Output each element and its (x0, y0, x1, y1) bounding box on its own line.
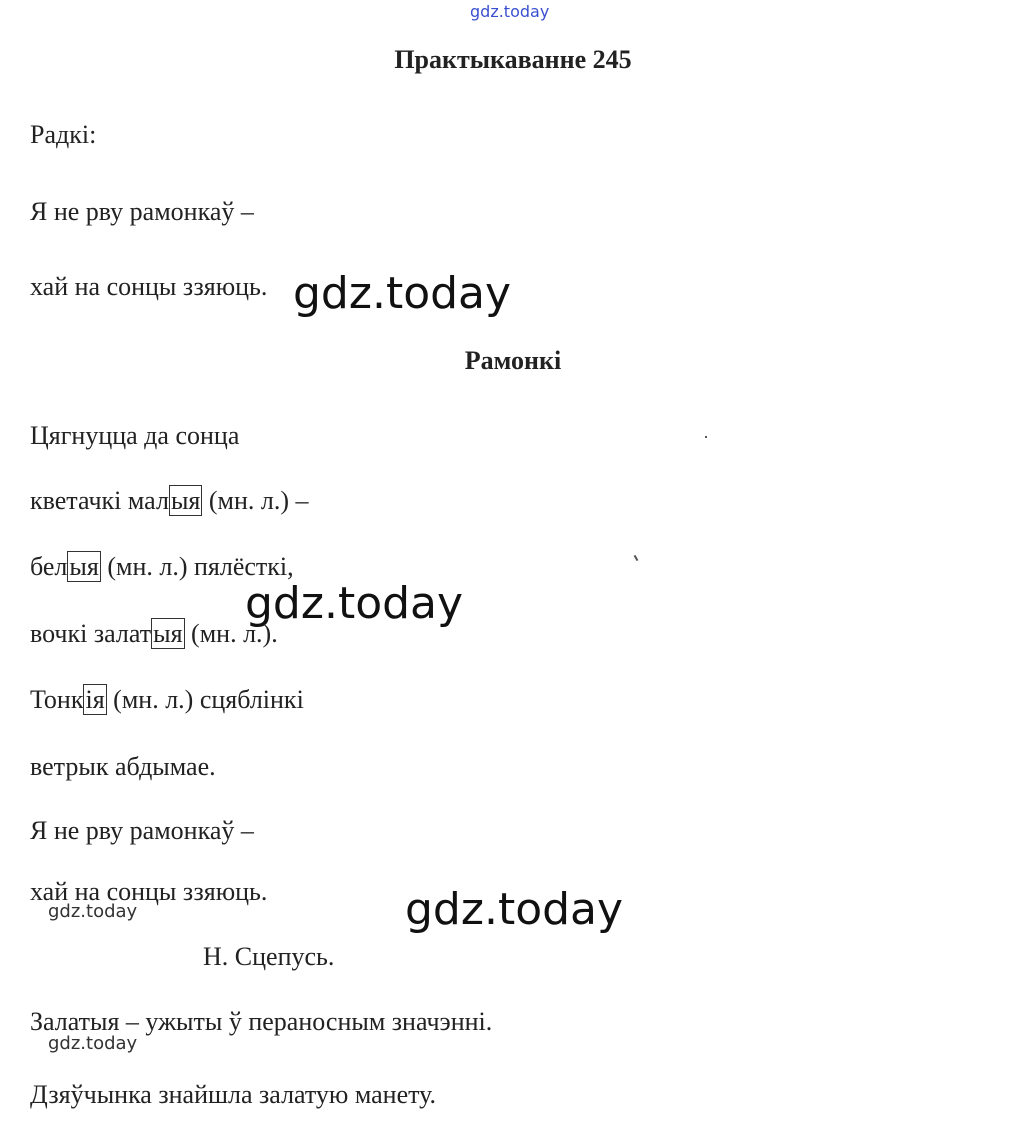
watermark-top: gdz.today (470, 2, 550, 21)
watermark-large-2: gdz.today (245, 578, 464, 629)
watermark-large-3: gdz.today (405, 884, 624, 935)
intro-label: Радкі: (30, 120, 97, 149)
exercise-heading: Практыкаванне 245 (394, 45, 632, 74)
note-line-1: Залатыя – ужыты ў пераносным значэнні. (30, 1007, 493, 1036)
poem-line-3-end: (мн. л.) пялёсткі, (100, 552, 294, 581)
poem-line-5-end: (мн. л.) сцяблінкі (106, 685, 304, 714)
intro-line-1: Я не рву рамонкаў – (30, 197, 254, 226)
note-line-2: Дзяўчынка знайшла залатую манету. (30, 1080, 437, 1109)
poem-line-1: Цягнуцца да сонца (30, 421, 240, 450)
poem-title: Рамонкі (464, 346, 562, 375)
ending-box: ыя (153, 619, 183, 648)
ending-box: ія (85, 685, 105, 714)
poem-line-3-start: бел (30, 552, 68, 581)
poem-line-5 (30, 685, 304, 715)
poem-line-2-start: кветачкі мал (30, 486, 169, 515)
poem-line-4-end: (мн. л.). (184, 619, 278, 648)
watermark-large-1: gdz.today (293, 268, 512, 319)
scan-speck (705, 436, 707, 438)
ending-box: ыя (69, 552, 99, 581)
poem-line-7: Я не рву рамонкаў – (30, 816, 254, 845)
poem-line-6: ветрык абдымае. (30, 752, 216, 781)
poem-line-2-end: (мн. л.) – (202, 486, 309, 515)
poem-line-4-start: вочкі залат (30, 619, 152, 648)
scan-speck (634, 555, 639, 561)
poem-line-8: хай на сонцы ззяюць. (30, 877, 268, 906)
poem-line-2 (30, 486, 309, 516)
watermark-small-1: gdz.today (48, 901, 138, 922)
intro-line-2: хай на сонцы ззяюць. (30, 272, 268, 301)
watermark-small-2: gdz.today (48, 1033, 138, 1054)
poem-line-4 (30, 619, 278, 649)
poem-author: Н. Сцепусь. (203, 942, 335, 971)
poem-line-5-start: Тонк (30, 685, 84, 714)
ending-box: ыя (170, 486, 201, 515)
